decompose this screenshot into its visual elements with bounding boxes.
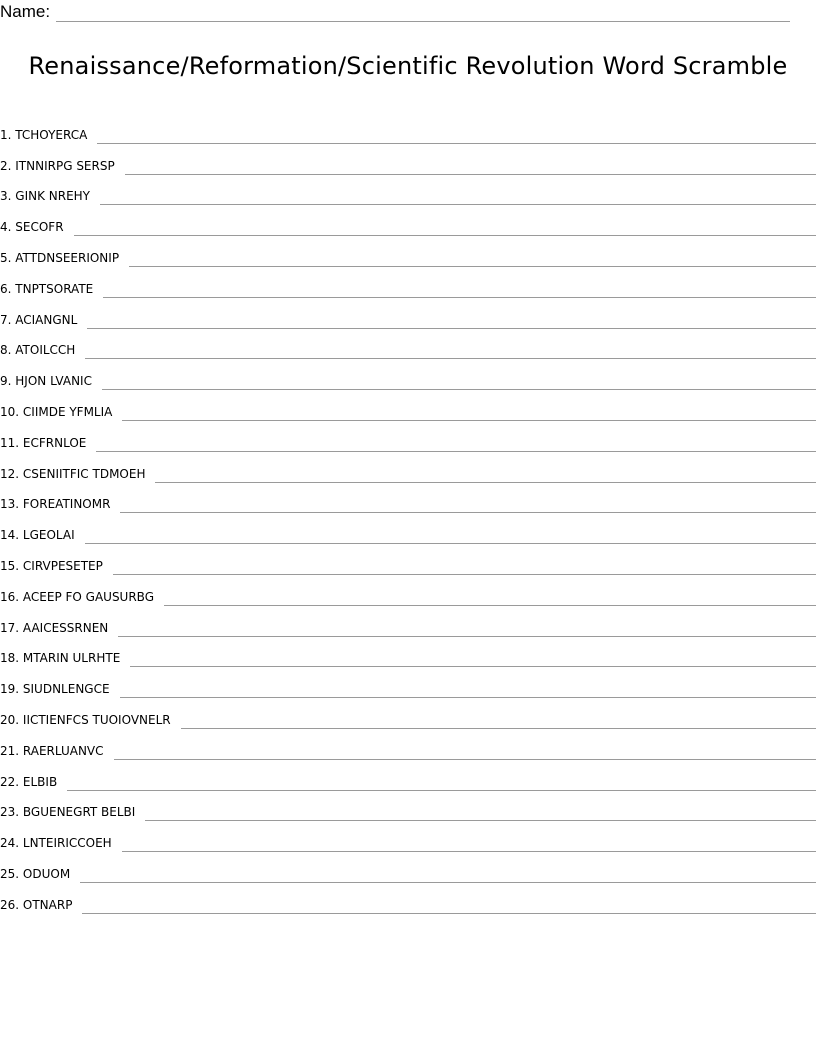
page-title: Renaissance/Reformation/Scientific Revolution Word Scramble <box>28 52 788 80</box>
scrambled-word: 2. ITNNIRPG SERSP <box>0 158 115 173</box>
scrambled-word: 8. ATOILCCH <box>0 343 76 358</box>
list-item <box>0 698 816 729</box>
list-item <box>0 421 816 452</box>
scrambled-word: 7. ACIANGNL <box>0 312 78 327</box>
scrambled-word: 11. ECFRNLOE <box>0 435 87 450</box>
scrambled-word: 12. CSENIITFIC TDMOEH <box>0 466 146 481</box>
scrambled-word: 4. SECOFR <box>0 220 64 235</box>
answer-line[interactable] <box>181 716 816 729</box>
list-item <box>0 760 816 791</box>
answer-line[interactable] <box>80 870 816 883</box>
answer-line[interactable] <box>120 685 816 698</box>
scrambled-word: 22. ELBIB <box>0 774 58 789</box>
list-item <box>0 390 816 421</box>
scrambled-word: 26. OTNARP <box>0 897 73 912</box>
list-item <box>0 267 816 298</box>
answer-line[interactable] <box>164 593 816 606</box>
scrambled-word: 9. HJON LVANIC <box>0 374 92 389</box>
answer-line[interactable] <box>103 285 816 298</box>
answer-line[interactable] <box>96 439 816 452</box>
answer-line[interactable] <box>129 254 816 267</box>
list-item <box>0 113 816 144</box>
scrambled-word: 20. IICTIENFCS TUOIOVNELR <box>0 712 171 727</box>
list-item <box>0 175 816 206</box>
answer-line[interactable] <box>85 346 816 359</box>
answer-line[interactable] <box>125 162 816 175</box>
list-item <box>0 513 816 544</box>
list-item <box>0 298 816 329</box>
scrambled-word: 13. FOREATINOMR <box>0 497 111 512</box>
scrambled-word: 25. ODUOM <box>0 866 71 881</box>
list-item <box>0 575 816 606</box>
scrambled-word: 17. AAICESSRNEN <box>0 620 109 635</box>
answer-line[interactable] <box>145 808 816 821</box>
scramble-list <box>0 113 816 914</box>
list-item <box>0 483 816 514</box>
list-item <box>0 729 816 760</box>
answer-line[interactable] <box>122 839 816 852</box>
scrambled-word: 15. CIRVPESETEP <box>0 558 103 573</box>
answer-line[interactable] <box>67 778 816 791</box>
answer-line[interactable] <box>74 223 816 236</box>
scrambled-word: 5. ATTDNSEERIONIP <box>0 250 120 265</box>
list-item <box>0 821 816 852</box>
answer-line[interactable] <box>102 377 816 390</box>
list-item <box>0 667 816 698</box>
answer-line[interactable] <box>100 192 816 205</box>
list-item <box>0 452 816 483</box>
scrambled-word: 23. BGUENEGRT BELBI <box>0 805 136 820</box>
answer-line[interactable] <box>97 131 816 144</box>
answer-line[interactable] <box>85 531 816 544</box>
answer-line[interactable] <box>155 470 816 483</box>
scrambled-word: 1. TCHOYERCA <box>0 127 88 142</box>
answer-line[interactable] <box>87 316 816 329</box>
answer-line[interactable] <box>113 562 816 575</box>
list-item <box>0 236 816 267</box>
scrambled-word: 10. CIIMDE YFMLIA <box>0 404 113 419</box>
list-item <box>0 637 816 668</box>
answer-line[interactable] <box>114 747 816 760</box>
answer-line[interactable] <box>120 500 816 513</box>
list-item <box>0 883 816 914</box>
list-item <box>0 544 816 575</box>
name-label: Name: <box>0 2 51 21</box>
answer-line[interactable] <box>130 654 816 667</box>
answer-line[interactable] <box>118 624 816 637</box>
list-item <box>0 205 816 236</box>
scrambled-word: 19. SIUDNLENGCE <box>0 682 110 697</box>
scrambled-word: 6. TNPTSORATE <box>0 281 94 296</box>
name-row <box>0 0 790 22</box>
scrambled-word: 16. ACEEP FO GAUSURBG <box>0 589 155 604</box>
scrambled-word: 18. MTARIN ULRHTE <box>0 651 121 666</box>
name-answer-line[interactable] <box>56 3 790 22</box>
list-item <box>0 606 816 637</box>
scrambled-word: 14. LGEOLAI <box>0 528 75 543</box>
answer-line[interactable] <box>122 408 816 421</box>
scrambled-word: 21. RAERLUANVC <box>0 743 104 758</box>
list-item <box>0 791 816 822</box>
list-item <box>0 329 816 360</box>
scrambled-word: 3. GINK NREHY <box>0 189 91 204</box>
list-item <box>0 359 816 390</box>
list-item <box>0 852 816 883</box>
scrambled-word: 24. LNTEIRICCOEH <box>0 836 112 851</box>
answer-line[interactable] <box>82 901 816 914</box>
list-item <box>0 144 816 175</box>
